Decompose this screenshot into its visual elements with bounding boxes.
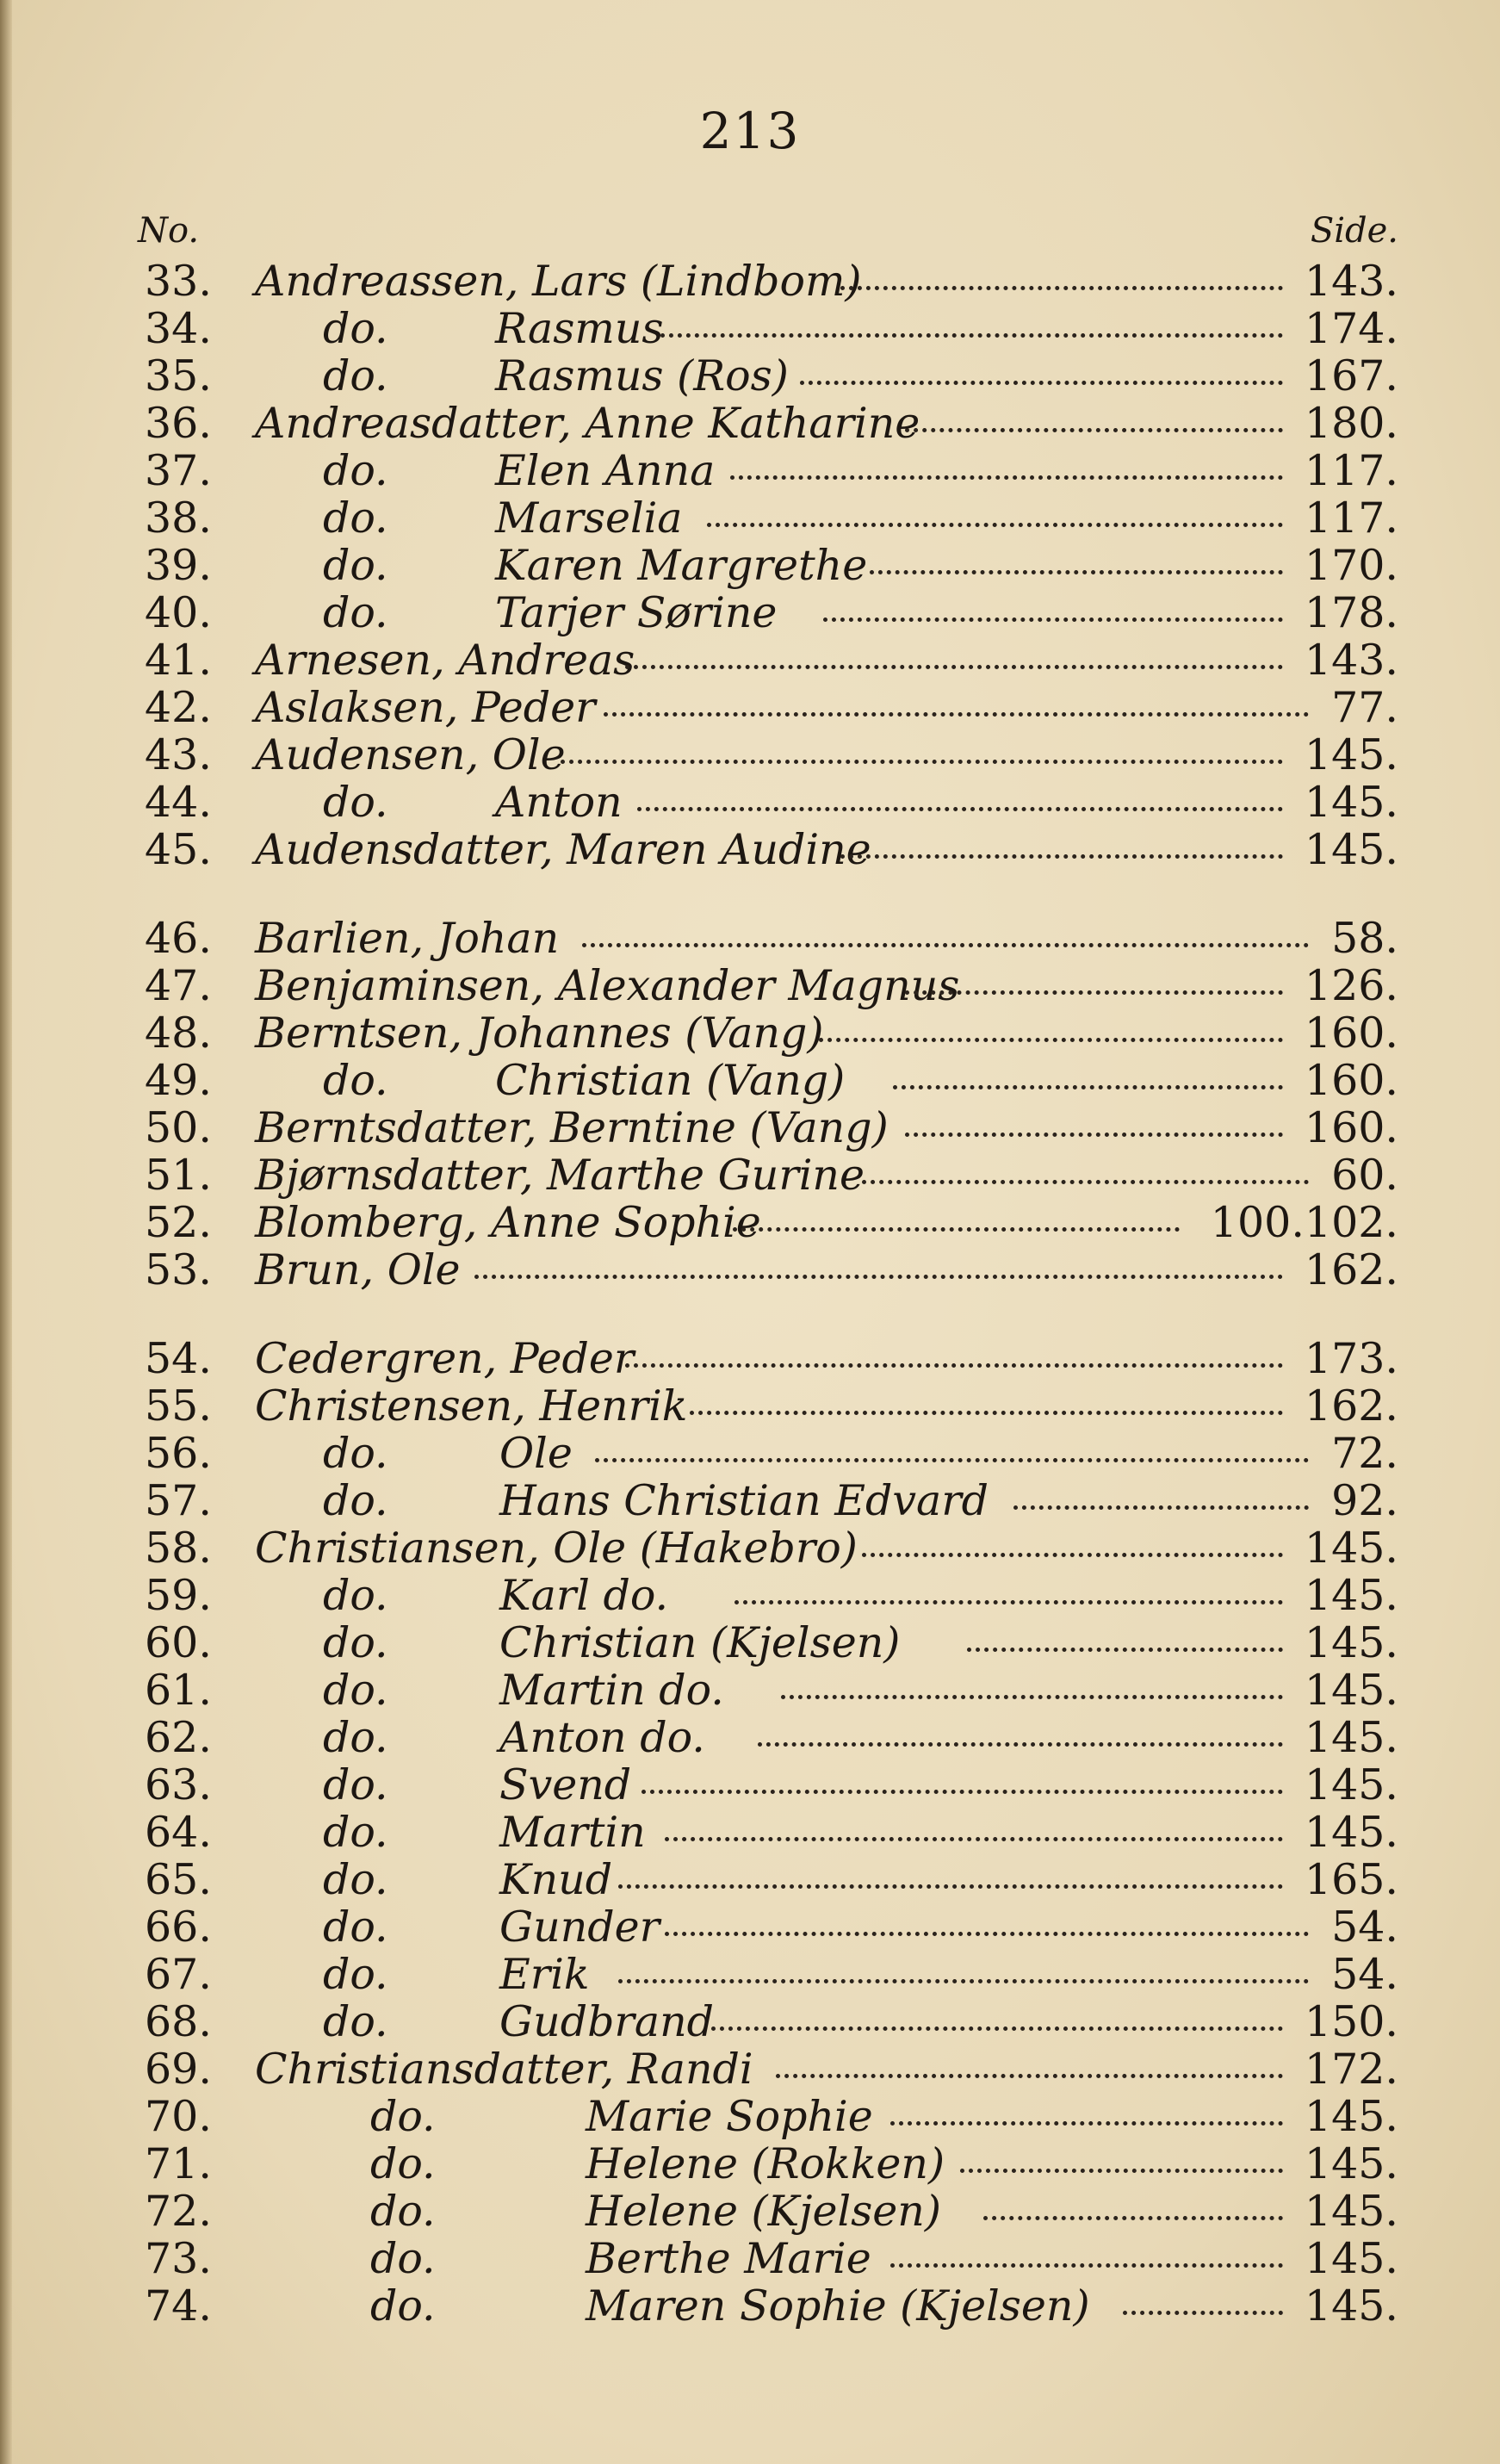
entry-surname: Berntsdatter, Berntine (Vang) [255, 1103, 889, 1152]
leader-dots [582, 928, 1309, 947]
entry-number: 45. [145, 825, 212, 874]
entry-given-name: Martin [499, 1808, 646, 1857]
entry-surname: do. [323, 446, 388, 495]
entry-surname: do. [323, 1429, 388, 1478]
entry-page-number: 143. [1304, 257, 1398, 306]
leader-dots [642, 1774, 1283, 1794]
entry-page-number: 145. [1304, 825, 1398, 874]
entry-page-number: 145. [1304, 2139, 1398, 2188]
entry-number: 67. [145, 1950, 212, 1999]
leader-dots [890, 2106, 1283, 2126]
leader-dots [707, 507, 1283, 527]
entry-page-number: 162. [1304, 1245, 1398, 1294]
entry-given-name: Ole [499, 1429, 573, 1478]
entry-page-number: 145. [1304, 2187, 1398, 2236]
index-entry [0, 1571, 1500, 1619]
index-entry [0, 1524, 1500, 1572]
entry-surname: Andreasdatter, Anne Katharine [255, 399, 920, 448]
entry-given-name: Anton do. [499, 1713, 705, 1762]
entry-page-number: 100.102. [1210, 1198, 1398, 1247]
leader-dots [840, 839, 1283, 859]
entry-page-number: 145. [1304, 1713, 1398, 1762]
leader-dots [967, 1632, 1283, 1652]
leader-dots [960, 2153, 1283, 2173]
entry-surname: Christiansdatter, Randi [255, 2045, 753, 2094]
entry-number: 62. [145, 1713, 212, 1762]
entry-surname: do. [370, 2139, 436, 2188]
leader-dots [1013, 1490, 1309, 1510]
entry-page-number: 150. [1304, 1997, 1398, 2046]
entry-number: 73. [145, 2234, 212, 2283]
entry-page-number: 167. [1304, 351, 1398, 400]
entry-number: 72. [145, 2187, 212, 2236]
entry-page-number: 117. [1304, 446, 1398, 495]
leader-dots [637, 791, 1283, 811]
index-entry [0, 257, 1500, 305]
entry-number: 71. [145, 2139, 212, 2188]
entry-surname: do. [370, 2281, 436, 2331]
entry-given-name: Svend [499, 1760, 632, 1809]
leader-dots [625, 649, 1283, 669]
index-entry [0, 683, 1500, 731]
leader-dots [905, 975, 1283, 995]
index-entry [0, 1808, 1500, 1856]
index-entry [0, 1381, 1500, 1430]
leader-dots [711, 2011, 1283, 2031]
entry-given-name: Hans Christian Edvard [499, 1476, 989, 1525]
index-entry [0, 2045, 1500, 2093]
entry-given-name: Marselia [495, 493, 683, 543]
entry-page-number: 145. [1304, 1618, 1398, 1667]
entry-number: 36. [145, 399, 212, 448]
entry-number: 55. [145, 1381, 212, 1431]
entry-number: 33. [145, 257, 212, 306]
entry-page-number: 145. [1304, 2281, 1398, 2331]
entry-number: 58. [145, 1524, 212, 1573]
entry-given-name: Marie Sophie [586, 2092, 873, 2141]
index-entry [0, 1334, 1500, 1382]
entry-page-number: 160. [1304, 1009, 1398, 1058]
entry-surname: do. [323, 1713, 388, 1762]
entry-surname: do. [370, 2234, 436, 2283]
entry-number: 37. [145, 446, 212, 495]
entry-page-number: 117. [1304, 493, 1398, 543]
entry-number: 64. [145, 1808, 212, 1857]
leader-dots [660, 318, 1283, 338]
entry-number: 46. [145, 914, 212, 963]
index-entry [0, 1666, 1500, 1714]
leader-dots [823, 602, 1283, 622]
index-entry [0, 1476, 1500, 1524]
entry-number: 60. [145, 1618, 212, 1667]
entry-page-number: 54. [1331, 1902, 1398, 1952]
leader-dots [625, 1348, 1283, 1368]
entry-surname: do. [323, 1855, 388, 1904]
entry-surname: Brun, Ole [255, 1245, 461, 1294]
leader-dots [862, 1537, 1283, 1557]
entry-given-name: Rasmus [495, 304, 664, 353]
entry-page-number: 174. [1304, 304, 1398, 353]
index-entry [0, 588, 1500, 636]
entry-given-name: Berthe Marie [586, 2234, 871, 2283]
entry-number: 47. [145, 961, 212, 1010]
index-entry [0, 914, 1500, 962]
index-entry [0, 304, 1500, 352]
entry-surname: do. [323, 1902, 388, 1952]
entry-surname: do. [370, 2187, 436, 2236]
index-entry [0, 541, 1500, 589]
entry-surname: do. [323, 304, 388, 353]
entry-page-number: 145. [1304, 1808, 1398, 1857]
entry-given-name: Helene (Rokken) [586, 2139, 945, 2188]
index-entry [0, 1198, 1500, 1246]
leader-dots [561, 744, 1283, 764]
entry-given-name: Anton [495, 778, 623, 827]
entry-page-number: 145. [1304, 1760, 1398, 1809]
entry-page-number: 145. [1304, 1666, 1398, 1715]
entry-number: 51. [145, 1151, 212, 1200]
leader-dots [905, 1117, 1283, 1137]
index-entry [0, 1245, 1500, 1294]
leader-dots [905, 413, 1283, 432]
leader-dots [665, 1822, 1283, 1841]
entry-given-name: Karl do. [499, 1571, 669, 1620]
entry-number: 68. [145, 1997, 212, 2046]
entry-given-name: Elen Anna [495, 446, 716, 495]
entry-surname: Audensen, Ole [255, 730, 566, 779]
entry-number: 43. [145, 730, 212, 779]
entry-surname: do. [323, 541, 388, 590]
entry-page-number: 126. [1304, 961, 1398, 1010]
leader-dots [983, 2200, 1283, 2220]
entry-number: 65. [145, 1855, 212, 1904]
leader-dots [870, 555, 1283, 574]
entry-given-name: Helene (Kjelsen) [586, 2187, 941, 2236]
page-number: 213 [699, 102, 801, 160]
entry-number: 54. [145, 1334, 212, 1383]
entry-page-number: 145. [1304, 2092, 1398, 2141]
index-entry [0, 2139, 1500, 2188]
entry-number: 70. [145, 2092, 212, 2141]
entry-given-name: Rasmus (Ros) [495, 351, 789, 400]
entry-number: 56. [145, 1429, 212, 1478]
entry-surname: Christensen, Henrik [255, 1381, 688, 1431]
entry-number: 66. [145, 1902, 212, 1952]
entry-number: 57. [145, 1476, 212, 1525]
leader-dots [730, 460, 1283, 480]
entry-surname: do. [323, 493, 388, 543]
index-entry [0, 446, 1500, 494]
leader-dots [781, 1679, 1283, 1699]
entry-page-number: 72. [1331, 1429, 1398, 1478]
index-entry [0, 961, 1500, 1009]
entry-surname: Benjaminsen, Alexander Magnus [255, 961, 960, 1010]
entry-page-number: 145. [1304, 730, 1398, 779]
index-entry [0, 1902, 1500, 1951]
entry-page-number: 170. [1304, 541, 1398, 590]
leader-dots [474, 1259, 1283, 1279]
leader-dots [819, 1022, 1283, 1042]
entry-surname: Audensdatter, Maren Audine [255, 825, 871, 874]
entry-surname: Bjørnsdatter, Marthe Gurine [255, 1151, 865, 1200]
index-entry [0, 1713, 1500, 1761]
entry-page-number: 145. [1304, 778, 1398, 827]
entry-page-number: 162. [1304, 1381, 1398, 1431]
index-entry [0, 351, 1500, 400]
entry-surname: do. [323, 778, 388, 827]
leader-dots [840, 270, 1283, 290]
leader-dots [776, 2058, 1283, 2078]
entry-surname: do. [323, 1618, 388, 1667]
entry-surname: Christiansen, Ole (Hakebro) [255, 1524, 858, 1573]
leader-dots [735, 1585, 1283, 1604]
page-column-header: Side. [1310, 211, 1398, 251]
entry-surname: do. [323, 588, 388, 637]
entry-page-number: 178. [1304, 588, 1398, 637]
index-entry [0, 1950, 1500, 1998]
entry-number: 49. [145, 1056, 212, 1105]
index-entry [0, 1103, 1500, 1151]
index-entry [0, 1056, 1500, 1104]
leader-dots [1123, 2295, 1283, 2315]
entry-given-name: Christian (Vang) [495, 1056, 846, 1105]
index-entry [0, 730, 1500, 779]
leader-dots [618, 1869, 1283, 1889]
index-entry [0, 1429, 1500, 1477]
entry-number: 48. [145, 1009, 212, 1058]
index-entry [0, 778, 1500, 826]
entry-number: 41. [145, 636, 212, 685]
entry-surname: Aslaksen, Peder [255, 683, 596, 732]
entry-surname: do. [323, 1950, 388, 1999]
entry-surname: Cedergren, Peder [255, 1334, 635, 1383]
index-entry [0, 2187, 1500, 2235]
entry-number: 61. [145, 1666, 212, 1715]
leader-dots [862, 1164, 1309, 1184]
entry-page-number: 92. [1331, 1476, 1398, 1525]
leader-dots [665, 1916, 1309, 1936]
entry-surname: do. [323, 1808, 388, 1857]
index-entry [0, 825, 1500, 873]
entry-given-name: Maren Sophie (Kjelsen) [586, 2281, 1090, 2331]
entry-number: 39. [145, 541, 212, 590]
entry-number: 34. [145, 304, 212, 353]
index-entry [0, 1151, 1500, 1199]
index-entry [0, 2092, 1500, 2140]
entry-number: 59. [145, 1571, 212, 1620]
entry-given-name: Gudbrand [499, 1997, 714, 2046]
index-entry [0, 1997, 1500, 2045]
entry-surname: do. [323, 1476, 388, 1525]
index-entry [0, 1760, 1500, 1809]
leader-dots [890, 2248, 1283, 2268]
entry-page-number: 160. [1304, 1056, 1398, 1105]
entry-page-number: 145. [1304, 1524, 1398, 1573]
leader-dots [758, 1727, 1283, 1747]
leader-dots [893, 1070, 1283, 1089]
entry-page-number: 60. [1331, 1151, 1398, 1200]
entry-number: 50. [145, 1103, 212, 1152]
leader-dots [604, 697, 1309, 717]
entry-page-number: 145. [1304, 1571, 1398, 1620]
index-entry [0, 399, 1500, 447]
entry-number: 44. [145, 778, 212, 827]
entry-page-number: 54. [1331, 1950, 1398, 1999]
entry-given-name: Knud [499, 1855, 613, 1904]
leader-dots [618, 1964, 1309, 1983]
index-entry [0, 1618, 1500, 1666]
entry-surname: do. [323, 351, 388, 400]
entry-surname: do. [370, 2092, 436, 2141]
entry-page-number: 145. [1304, 2234, 1398, 2283]
index-entry [0, 493, 1500, 542]
entry-surname: Berntsen, Johannes (Vang) [255, 1009, 824, 1058]
entry-surname: do. [323, 1056, 388, 1105]
entry-page-number: 77. [1331, 683, 1398, 732]
entry-number: 63. [145, 1760, 212, 1809]
entry-number: 40. [145, 588, 212, 637]
entry-given-name: Martin do. [499, 1666, 724, 1715]
entry-given-name: Tarjer Sørine [495, 588, 778, 637]
entry-surname: Arnesen, Andreas [255, 636, 635, 685]
entry-surname: do. [323, 1666, 388, 1715]
entry-number: 53. [145, 1245, 212, 1294]
entry-number: 69. [145, 2045, 212, 2094]
entry-page-number: 180. [1304, 399, 1398, 448]
entry-given-name: Erik [499, 1950, 590, 1999]
entry-surname: do. [323, 1997, 388, 2046]
entry-page-number: 173. [1304, 1334, 1398, 1383]
entry-given-name: Christian (Kjelsen) [499, 1618, 901, 1667]
entry-number: 42. [145, 683, 212, 732]
entry-surname: Andreassen, Lars (Lindbom) [255, 257, 862, 306]
leader-dots [595, 1443, 1309, 1462]
index-entry [0, 2281, 1500, 2330]
entry-number: 52. [145, 1198, 212, 1247]
leader-dots [733, 1212, 1180, 1232]
entry-surname: do. [323, 1571, 388, 1620]
number-column-header: No. [138, 211, 200, 251]
index-entry [0, 2234, 1500, 2282]
entry-number: 38. [145, 493, 212, 543]
entry-given-name: Karen Margrethe [495, 541, 868, 590]
entry-page-number: 165. [1304, 1855, 1398, 1904]
entry-surname: Blomberg, Anne Sophie [255, 1198, 761, 1247]
entry-number: 74. [145, 2281, 212, 2331]
index-entry [0, 636, 1500, 684]
index-entry [0, 1009, 1500, 1057]
index-entry [0, 1855, 1500, 1903]
entry-given-name: Gunder [499, 1902, 660, 1952]
entry-page-number: 58. [1331, 914, 1398, 963]
entry-surname: do. [323, 1760, 388, 1809]
entry-page-number: 143. [1304, 636, 1398, 685]
entry-number: 35. [145, 351, 212, 400]
entry-surname: Barlien, Johan [255, 914, 560, 963]
entry-page-number: 160. [1304, 1103, 1398, 1152]
leader-dots [800, 365, 1283, 385]
leader-dots [690, 1395, 1283, 1415]
entry-page-number: 172. [1304, 2045, 1398, 2094]
